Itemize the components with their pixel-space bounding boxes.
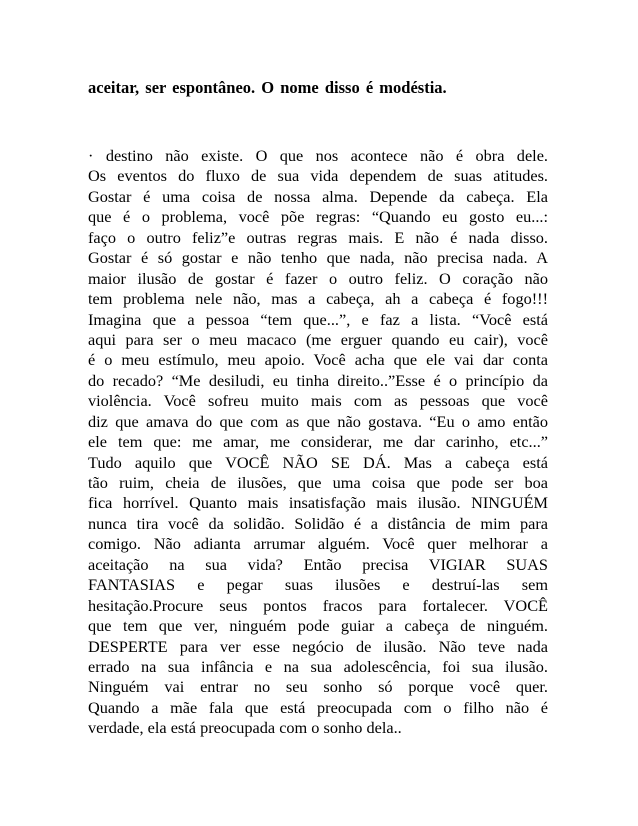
paragraph-line: FANTASIAS e pegar suas ilusões e destruí-las sem (88, 575, 548, 595)
paragraph-line: maior ilusão de gostar é fazer o outro feliz. O coração não (88, 268, 548, 288)
paragraph-line: do recado? “Me desiludi, eu tinha direito..”Esse é o princípio da (88, 370, 548, 390)
heading-line: aceitar, ser espontâneo. O nome disso é modéstia. (88, 78, 447, 97)
paragraph-line: Ninguém vai entrar no seu sonho só porque você quer. (88, 677, 548, 697)
paragraph-line: hesitação.Procure seus pontos fracos para fortalecer. VOCÊ (88, 595, 548, 615)
paragraph-line: que é o problema, você põe regras: “Quando eu gosto eu...: (88, 207, 548, 227)
paragraph-line: Tudo aquilo que VOCÊ NÃO SE DÁ. Mas a cabeça está (88, 452, 548, 472)
paragraph-line: ele tem que: me amar, me considerar, me dar carinho, etc...” (88, 432, 548, 452)
paragraph-line: Gostar é só gostar e não tenho que nada, não precisa nada. A (88, 248, 548, 268)
paragraph-line: Gostar é uma coisa de nossa alma. Depende da cabeça. Ela (88, 186, 548, 206)
paragraph (88, 146, 548, 739)
paragraph-line: verdade, ela está preocupada com o sonho dela.. (88, 718, 402, 738)
paragraph-line: nunca tira você da solidão. Solidão é a distância de mim para (88, 513, 548, 533)
paragraph-line: tem problema nele não, mas a cabeça, ah a cabeça é fogo!!! (88, 289, 548, 309)
paragraph-line: violência. Você sofreu muito mais com as pessoas que você (88, 391, 548, 411)
paragraph-line: Os eventos do fluxo de sua vida dependem de suas atitudes. (88, 166, 548, 186)
paragraph-line: é o meu estímulo, meu apoio. Você acha que ele vai dar conta (88, 350, 548, 370)
paragraph-line: tão ruim, cheia de ilusões, que uma coisa que pode ser boa (88, 473, 548, 492)
paragraph-line: · destino não existe. O que nos acontece não é obra dele. (88, 146, 548, 165)
paragraph-line: errado na sua infância e na sua adolescência, foi sua ilusão. (88, 656, 548, 676)
paragraph-line: Imagina que a pessoa “tem que...”, e faz a lista. “Você está (88, 309, 548, 329)
paragraph-line: fica horrível. Quanto mais insatisfação mais ilusão. NINGUÉM (88, 493, 548, 513)
paragraph-line: que tem que ver, ninguém pode guiar a cabeça de ninguém. (88, 616, 548, 636)
paragraph-line: Quando a mãe fala que está preocupada com o filho não é (88, 697, 548, 717)
paragraph-line: comigo. Não adianta arrumar alguém. Você quer melhorar a (88, 534, 548, 554)
paragraph-line: faço o outro feliz”e outras regras mais. E não é nada disso. (88, 227, 548, 247)
paragraph-line: DESPERTE para ver esse negócio de ilusão. Não teve nada (88, 636, 548, 656)
paragraph-line: aceitação na sua vida? Então precisa VIGIAR SUAS (88, 554, 548, 574)
paragraph-line: aqui para ser o meu macaco (me erguer quando eu cair), você (88, 329, 548, 349)
paragraph-line: diz que amava do que com as que não gostava. “Eu o amo então (88, 411, 548, 431)
